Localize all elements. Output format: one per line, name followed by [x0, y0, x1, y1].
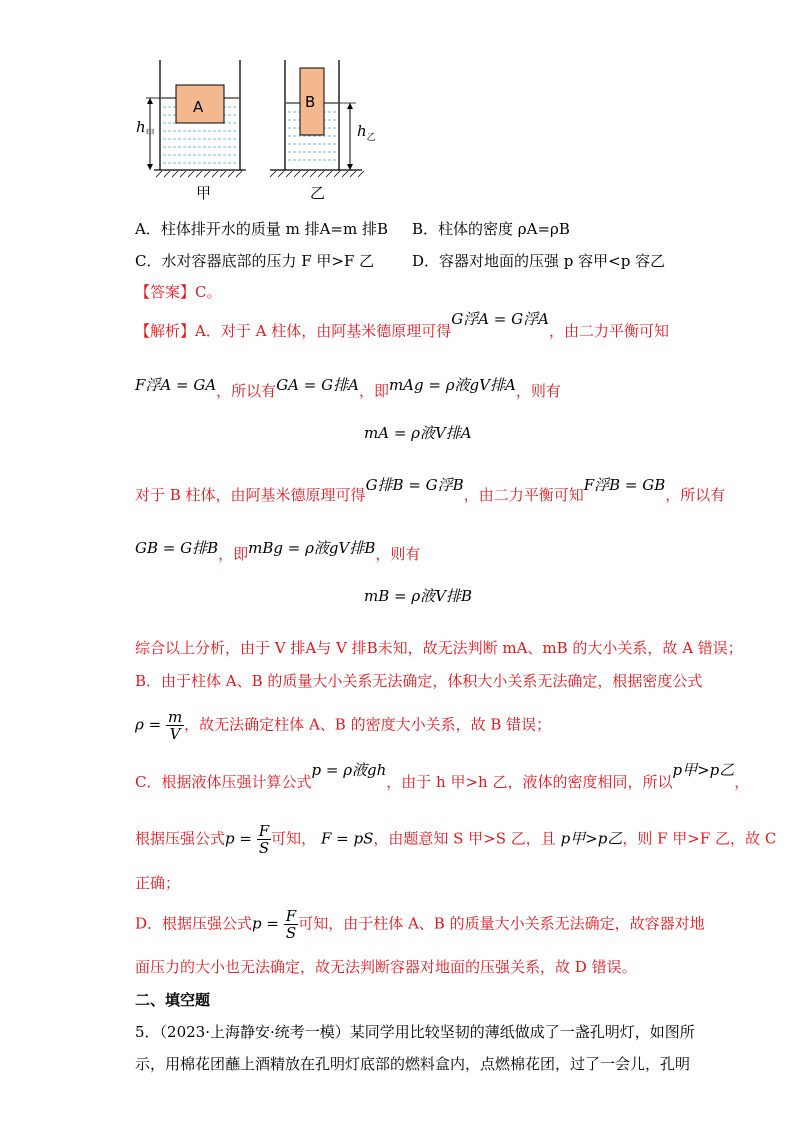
analysis-l4-eq2: F浮B = GB	[583, 476, 666, 494]
analysis-l11-eq: F = pS	[320, 829, 374, 848]
option-c: C．水对容器底部的压力 F 甲>F 乙	[135, 252, 375, 270]
pressure-fraction-1	[257, 823, 271, 856]
option-b: B．柱体的密度 ρA=ρB	[412, 220, 570, 238]
analysis-l4-suffix: ，所以有	[665, 486, 726, 504]
analysis-line-9	[135, 709, 551, 742]
analysis-line-8: B．由于柱体 A、B 的质量大小关系无法确定，体积大小关系无法确定，根据密度公式	[135, 672, 703, 690]
analysis-l10-prefix: C．根据液体压强计算公式	[135, 773, 312, 791]
option-d: D．容器对地面的压强 p 容甲<p 容乙	[412, 252, 666, 270]
h-yi-label	[357, 122, 376, 143]
analysis-l11-t1: 可知，	[271, 829, 317, 848]
containers-figure	[130, 55, 380, 205]
answer: 【答案】C。	[135, 283, 222, 301]
analysis-l4-eq1: G排B = G浮B	[365, 476, 464, 494]
analysis-l13-suffix: 可知，由于柱体 A、B 的质量大小关系无法确定，故容器对地	[298, 914, 705, 933]
h-jia-letter: h	[136, 118, 146, 136]
analysis-l5-t1: ，即	[218, 545, 249, 563]
analysis-l13-p: p =	[252, 914, 279, 933]
analysis-l2-eq2: GA = G排A	[276, 376, 359, 394]
analysis-l4-mid: ，由二力平衡可知	[463, 486, 584, 504]
density-den: V	[169, 725, 181, 743]
pressure-num-2: F	[285, 907, 297, 925]
h-jia-label	[136, 118, 155, 139]
analysis-l11-p: p =	[225, 829, 252, 848]
analysis-l11-t3: ，则 F 甲>F 乙，故 C	[622, 829, 777, 848]
analysis-l13-prefix: D．根据压强公式	[135, 914, 253, 933]
caption-yi: 乙	[310, 184, 326, 202]
analysis-line-10	[135, 761, 750, 792]
analysis-l3-eq: mA = ρ液V排A	[364, 424, 472, 442]
analysis-l10-eq: p = ρ液gh	[311, 761, 387, 779]
block-b-label: B	[305, 93, 316, 111]
pressure-num-1: F	[258, 822, 270, 840]
analysis-l10-mid: ，由于 h 甲>h 乙，液体的密度相同，所以	[386, 773, 673, 791]
density-fraction	[166, 709, 184, 742]
analysis-l10-suffix: ，	[734, 773, 750, 791]
analysis-l9-rho: ρ =	[135, 715, 162, 734]
question-5-line-1: 5．（2023·上海静安·统考一模）某同学用比较坚韧的薄纸做成了一盏孔明灯，如图所	[135, 1023, 695, 1041]
analysis-l11-t2: ，由题意知 S 甲>S 乙，且	[373, 829, 556, 848]
question-5-line-2: 示，用棉花团蘸上酒精放在孔明灯底部的燃料盒内，点燃棉花团，过了一会儿，孔明	[135, 1055, 691, 1073]
h-yi-letter: h	[357, 122, 367, 140]
pressure-den-1: S	[258, 839, 270, 857]
h-jia-sub: 甲	[145, 129, 155, 139]
analysis-l11-eq2: p甲>p乙	[560, 829, 623, 848]
analysis-line-4	[135, 476, 726, 505]
analysis-l1-eq: G浮A = G浮A	[451, 310, 549, 328]
option-a: A．柱体排开水的质量 m 排A=m 排B	[135, 220, 389, 238]
analysis-line-1	[135, 310, 669, 341]
caption-jia: 甲	[196, 184, 212, 202]
analysis-line-5	[135, 539, 421, 564]
analysis-l10-eq2: p甲>p乙	[672, 761, 735, 779]
analysis-l2-t3: ，则有	[515, 382, 561, 400]
h-yi-sub: 乙	[366, 133, 376, 143]
block-a-label: A	[193, 98, 204, 116]
analysis-l2-t2: ，即	[358, 382, 389, 400]
analysis-l5-t2: ，则有	[375, 545, 421, 563]
section-heading: 二、填空题	[135, 991, 211, 1009]
analysis-line-14: 面压力的大小也无法确定，故无法判断容器对地面的压强关系，故 D 错误。	[135, 958, 637, 976]
analysis-l6-eq: mB = ρ液V排B	[364, 587, 473, 605]
analysis-l9-suffix: ，故无法确定柱体 A、B 的密度大小关系，故 B 错误；	[184, 715, 552, 734]
analysis-line-13	[135, 908, 705, 941]
analysis-l2-t1: ，所以有	[216, 382, 277, 400]
analysis-l1-prefix: 【解析】A．对于 A 柱体，由阿基米德原理可得	[135, 322, 452, 340]
analysis-l4-prefix: 对于 B 柱体，由阿基米德原理可得	[135, 486, 366, 504]
analysis-line-7: 综合以上分析，由于 V 排A与 V 排B未知，故无法判断 mA、mB 的大小关系，故 A 错误；	[135, 639, 743, 657]
analysis-l2-eq1: F浮A = GA	[135, 376, 217, 394]
analysis-l5-eq1: GB = G排B	[135, 539, 219, 557]
container-jia	[146, 60, 246, 177]
pressure-fraction-2	[284, 908, 298, 941]
analysis-l11-prefix: 根据压强公式	[135, 829, 226, 848]
analysis-l1-suffix: ，由二力平衡可知	[548, 322, 669, 340]
analysis-l2-eq3: mAg = ρ液gV排A	[388, 376, 516, 394]
analysis-line-11	[135, 823, 776, 856]
pressure-den-2: S	[285, 924, 297, 942]
analysis-l5-eq2: mBg = ρ液gV排B	[248, 539, 376, 557]
container-yi	[270, 60, 364, 177]
analysis-line-12: 正确；	[135, 874, 181, 892]
density-num: m	[167, 708, 183, 726]
analysis-line-2	[135, 376, 561, 401]
